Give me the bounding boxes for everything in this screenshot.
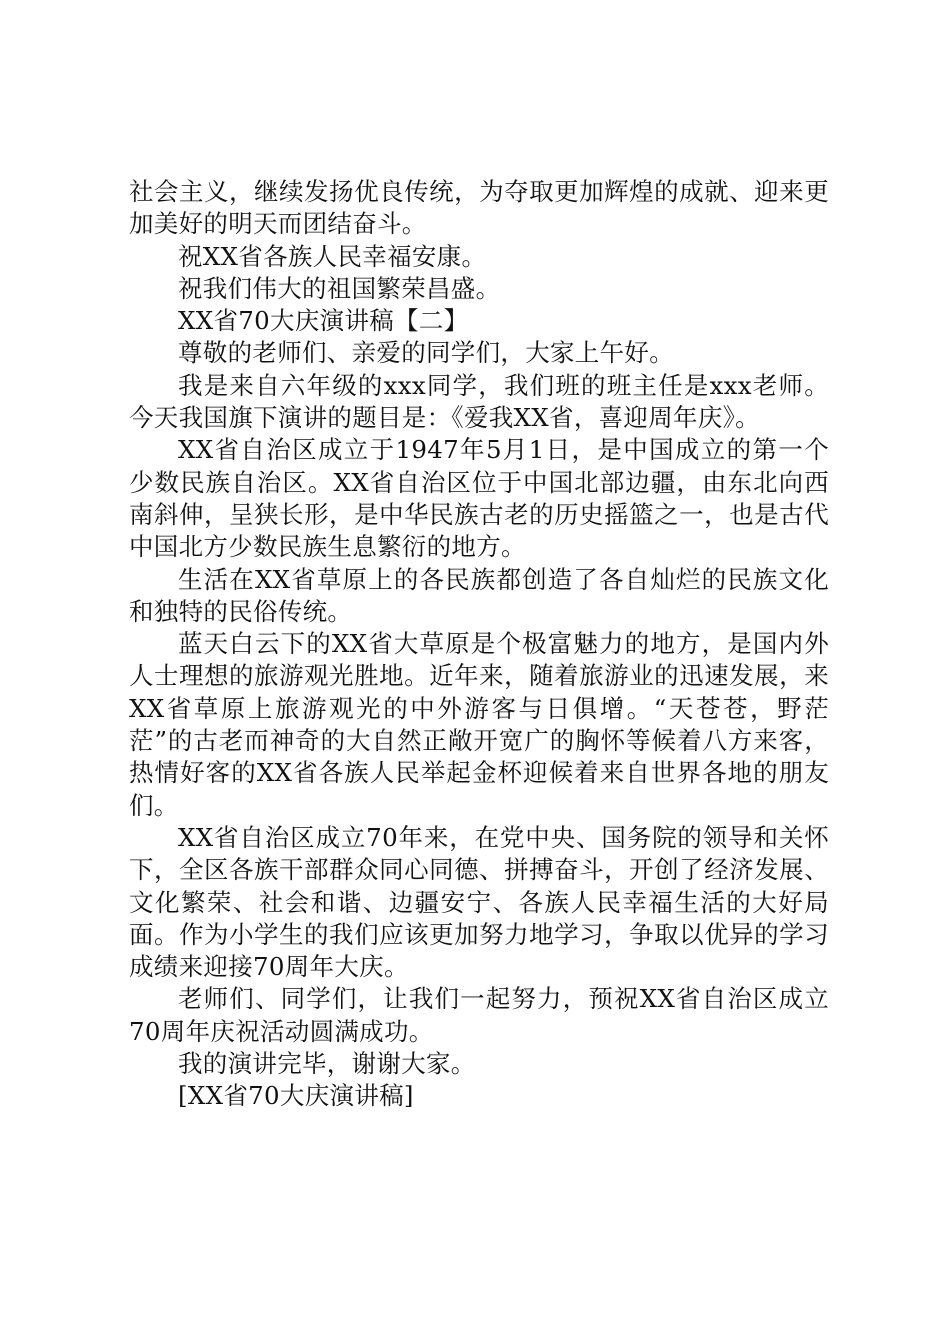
paragraph-greeting: 尊敬的老师们、亲爱的同学们，大家上午好。: [178, 338, 674, 368]
paragraph-grassland: 蓝天白云下的XX省大草原是个极富魅力的地方，是国内外人士理想的旅游观光胜地。近年来，随着旅游业的迅速发展，来XX省草原上旅游观光的中外游客与日俱增。“天苍苍，野茫茫”的古老而神奇的大自然正敞开宽广的胸怀等候着八方来客，热情好客的XX省各族人民举起金杯迎候着来自世界各地的朋友们。: [129, 629, 830, 820]
section-heading: XX省70大庆演讲稿【二】: [178, 306, 469, 336]
paragraph-closing: 我的演讲完毕，谢谢大家。: [178, 1049, 476, 1079]
paragraph-achievements: XX省自治区成立70年来，在党中央、国务院的领导和关怀下，全区各族干部群众同心同德、拼搏奋斗，开创了经济发展、文化繁荣、社会和谐、边疆安宁、各族人民幸福生活的大好局面。作为小学生的我们应该更加努力地学习，争取以优异的学习成绩来迎接70周年大庆。: [129, 822, 830, 982]
paragraph-blessing-country: 祝我们伟大的祖国繁荣昌盛。: [178, 273, 501, 303]
paragraph-continuation: 社会主义，继续发扬优良传统，为夺取更加辉煌的成就、迎来更加美好的明天而团结奋斗。: [129, 177, 829, 239]
paragraph-blessing-people: 祝XX省各族人民幸福安康。: [178, 241, 487, 271]
paragraph-wishes: 老师们、同学们，让我们一起努力，预祝XX省自治区成立70周年庆祝活动圆满成功。: [129, 984, 829, 1046]
paragraph-title-tag: [XX省70大庆演讲稿]: [178, 1081, 414, 1111]
paragraph-introduction: 我是来自六年级的xxx同学，我们班的班主任是xxx老师。今天我国旗下演讲的题目是：《爱我XX省，喜迎周年庆》。: [129, 370, 829, 433]
paragraph-history: XX省自治区成立于1947年5月1日，是中国成立的第一个少数民族自治区。XX省自治区位于中国北部边疆，由东北向西南斜伸，呈狭长形，是中华民族古老的历史摇篮之一，也是古代中国北方少数民族生息繁衍的地方。: [129, 435, 829, 562]
document-body: [129, 176, 829, 1113]
paragraph-culture: 生活在XX省草原上的各民族都创造了各自灿烂的民族文化和独特的民俗传统。: [129, 564, 829, 626]
